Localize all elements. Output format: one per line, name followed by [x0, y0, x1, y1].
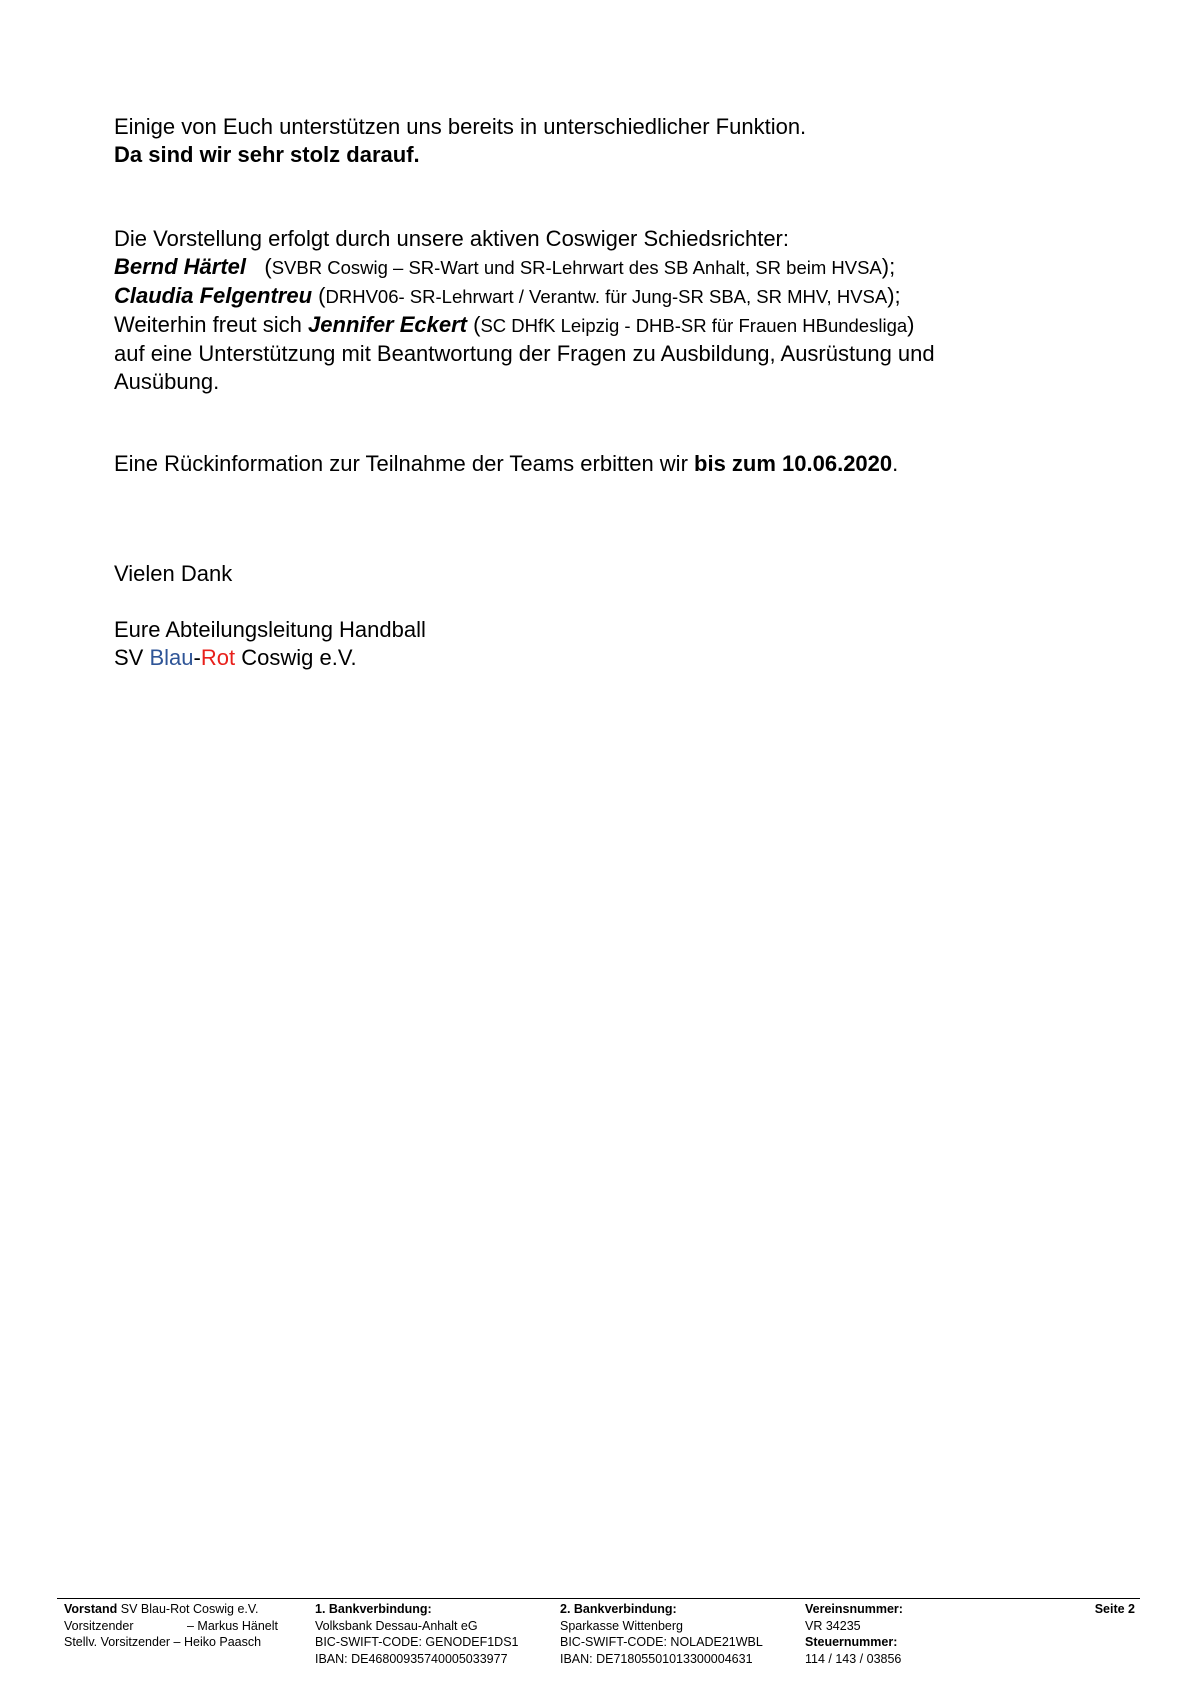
referee-detail-3: SC DHfK Leipzig - DHB-SR für Frauen HBundesliga: [480, 315, 908, 336]
footer-bank-2-title: 2. Bankverbindung:: [560, 1602, 677, 1616]
footer-registry-value: VR 34235: [805, 1618, 861, 1633]
signature-rot: Rot: [200, 645, 236, 670]
page-number: Seite 2: [1094, 1602, 1135, 1616]
signature-rest: Coswig e.V.: [241, 645, 357, 670]
referee-detail-1: SVBR Coswig – SR-Wart und SR-Lehrwart des SB Anhalt, SR beim HVSA: [271, 257, 882, 278]
referee-name-2: Claudia Felgentreu: [114, 283, 313, 308]
footer-chair-name: – Markus Hänelt: [187, 1618, 279, 1633]
footer-bank-1-iban: IBAN: DE46800935740005033977: [315, 1651, 508, 1666]
referee-line-2: Claudia Felgentreu (DRHV06- SR-Lehrwart / Verantw. für Jung-SR SBA, SR MHV, HVSA);: [114, 283, 901, 308]
footer-chair-label: Vorsitzender: [64, 1618, 134, 1633]
referee-prefix-3: Weiterhin freut sich: [114, 312, 302, 337]
support-line-end: Ausübung.: [114, 369, 220, 394]
page-footer: [57, 1598, 1140, 1666]
referee-name-1: Bernd Härtel: [114, 254, 247, 279]
deadline-date: bis zum 10.06.2020: [694, 451, 893, 476]
footer-bank-1-name: Volksbank Dessau-Anhalt eG: [315, 1618, 478, 1633]
footer-bank-1-title: 1. Bankverbindung:: [315, 1602, 432, 1616]
referee-line-3: Weiterhin freut sich Jennifer Eckert (SC DHfK Leipzig - DHB-SR für Frauen HBundesliga): [114, 312, 915, 337]
footer-bank-2-bic: BIC-SWIFT-CODE: NOLADE21WBL: [560, 1635, 763, 1649]
deadline-text: Eine Rückinformation zur Teilnahme der Teams erbitten wir: [114, 451, 688, 476]
footer-board: [64, 1601, 278, 1651]
referee-detail-2: DRHV06- SR-Lehrwart / Verantw. für Jung-SR SBA, SR MHV, HVSA: [325, 286, 888, 307]
referee-line-1: Bernd Härtel (SVBR Coswig – SR-Wart und SR-Lehrwart des SB Anhalt, SR beim HVSA);: [114, 254, 896, 279]
support-line: auf eine Unterstützung mit Beantwortung der Fragen zu Ausbildung, Ausrüstung und: [114, 341, 935, 366]
referee-name-3: Jennifer Eckert: [308, 312, 467, 337]
footer-tax-label: Steuernummer:: [805, 1635, 898, 1649]
deadline-paragraph: Eine Rückinformation zur Teilnahme der Teams erbitten wir bis zum 10.06.2020.: [114, 451, 899, 476]
thanks-line: Vielen Dank: [114, 561, 233, 586]
spacer: [114, 588, 1074, 616]
footer-tax-value: 114 / 143 / 03856: [805, 1651, 902, 1666]
footer-bank-2-name: Sparkasse Wittenberg: [560, 1618, 683, 1633]
letter-body: [114, 113, 1074, 672]
footer-bank-1-bic: BIC-SWIFT-CODE: GENODEF1DS1: [315, 1635, 519, 1649]
signature-line-2: SV Blau-Rot Coswig e.V.: [114, 645, 357, 670]
signature-sv: SV: [114, 645, 144, 670]
footer-bank-2-iban: IBAN: DE71805501013300004631: [560, 1651, 753, 1666]
footer-bank-2: [560, 1601, 763, 1667]
referees-intro: Die Vorstellung erfolgt durch unsere aktiven Coswiger Schiedsrichter:: [114, 226, 789, 251]
spacer: [114, 478, 1074, 560]
footer-bank-1: [315, 1601, 519, 1667]
paragraph-proud-line: Da sind wir sehr stolz darauf.: [114, 142, 420, 167]
footer-vice-chair: Stellv. Vorsitzender – Heiko Paasch: [64, 1635, 262, 1649]
spacer: [114, 396, 1074, 450]
paragraph-intro-line: Einige von Euch unterstützen uns bereits in unterschiedlicher Funktion.: [114, 114, 807, 139]
signature-blau: Blau: [149, 645, 194, 670]
footer-registry: [805, 1601, 903, 1667]
spacer: [114, 169, 1074, 225]
signature-line-1: Eure Abteilungsleitung Handball: [114, 617, 426, 642]
footer-board-label: Vorstand: [64, 1602, 118, 1616]
footer-registry-label: Vereinsnummer:: [805, 1602, 903, 1616]
footer-board-name: SV Blau-Rot Coswig e.V.: [120, 1602, 259, 1616]
